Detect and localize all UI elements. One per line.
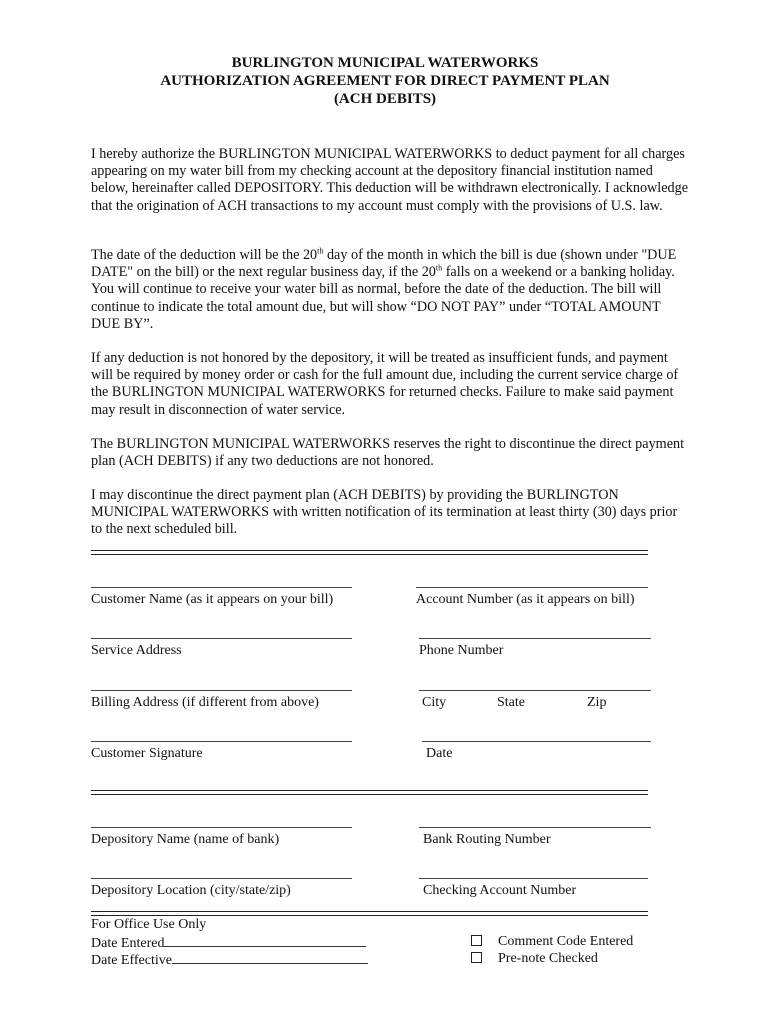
state-label: State	[497, 695, 525, 710]
bank-routing-number-label: Bank Routing Number	[423, 832, 551, 847]
depository-name-line[interactable]	[91, 827, 352, 828]
paragraph-deduction-date	[91, 247, 691, 333]
paragraph-discontinue-notice: I may discontinue the direct payment plan (ACH DEBITS) by providing the BURLINGTON MUNICIPAL WATERWORKS with written notification of its termination at least thirty (30) days prior to the next scheduled bill.	[91, 487, 678, 538]
customer-signature-line[interactable]	[91, 741, 352, 742]
customer-name-line[interactable]	[91, 587, 352, 588]
city-state-zip-line[interactable]	[419, 690, 651, 691]
paragraph-dishonored-deduction: If any deduction is not honored by the depository, it will be treated as insufficient funds, and payment will be required by money order or cash for the full amount due, including the current service charge of the BURLINGTON MUNICIPAL WATERWORKS for returned checks. Failure to make said payment may result in disconnection of water service.	[91, 350, 679, 418]
depository-location-line[interactable]	[91, 878, 352, 879]
title-line-3: (ACH DEBITS)	[333, 91, 437, 107]
account-number-label: Account Number (as it appears on bill)	[416, 592, 635, 607]
customer-signature-label: Customer Signature	[91, 746, 203, 761]
billing-address-line[interactable]	[91, 690, 352, 691]
comment-code-checkbox[interactable]	[471, 935, 482, 946]
office-use-heading: For Office Use Only	[91, 917, 207, 932]
paragraph-discontinue-right: The BURLINGTON MUNICIPAL WATERWORKS reserves the right to discontinue the direct payment plan (ACH DEBITS) if any two deductions are not honored.	[91, 436, 685, 470]
section-divider-2	[91, 790, 648, 795]
zip-label: Zip	[587, 695, 607, 710]
account-number-line[interactable]	[416, 587, 648, 588]
p2-text-a: The date of the deduction will be the 20	[91, 247, 318, 263]
phone-number-label: Phone Number	[419, 643, 504, 658]
checking-account-number-label: Checking Account Number	[423, 883, 577, 898]
customer-name-label: Customer Name (as it appears on your bill)	[91, 592, 334, 607]
service-address-label: Service Address	[91, 643, 182, 658]
p2-text-b: day of the month in which the bill is due (shown under "DUE DATE" on the bill) or the next regular business day, if the 20	[91, 247, 677, 281]
date-label: Date	[426, 746, 453, 761]
prenote-checked-label: Pre-note Checked	[498, 951, 598, 966]
date-line[interactable]	[422, 741, 651, 742]
comment-code-entered-label: Comment Code Entered	[498, 934, 634, 949]
date-effective-row	[91, 950, 368, 969]
p2-sup-1: th	[317, 246, 324, 256]
date-effective-line[interactable]	[172, 950, 368, 964]
bank-routing-number-line[interactable]	[419, 827, 651, 828]
prenote-checkbox[interactable]	[471, 952, 482, 963]
title-line-1: BURLINGTON MUNICIPAL WATERWORKS	[231, 55, 539, 71]
city-label: City	[422, 695, 447, 710]
p2-sup-2: th	[435, 263, 443, 273]
date-entered-label: Date Entered	[91, 936, 165, 951]
phone-number-line[interactable]	[419, 638, 651, 639]
depository-location-label: Depository Location (city/state/zip)	[91, 883, 291, 898]
title-line-2: AUTHORIZATION AGREEMENT FOR DIRECT PAYMENT PLAN	[160, 73, 610, 89]
date-entered-line[interactable]	[164, 933, 366, 947]
depository-name-label: Depository Name (name of bank)	[91, 832, 280, 847]
checking-account-number-line[interactable]	[419, 878, 648, 879]
billing-address-label: Billing Address (if different from above)	[91, 695, 319, 710]
section-divider-1	[91, 550, 648, 555]
date-effective-label: Date Effective	[91, 953, 172, 968]
service-address-line[interactable]	[91, 638, 352, 639]
p2-text-c: falls on a weekend or a banking holiday. You will continue to receive your water bill as normal, before the date of the deduction. The bill will continue to indicate the total amount due, but will show “DO NOT PAY” under “TOTAL AMOUNT DUE BY”.	[91, 264, 675, 332]
paragraph-authorization: I hereby authorize the BURLINGTON MUNICIPAL WATERWORKS to deduct payment for all charges appearing on my water bill from my checking account at the depository financial institution named below, hereinafter called DEPOSITORY. This deduction will be withdrawn electronically. I acknowledge that the origination of ACH transactions to my account must comply with the provisions of U.S. law.	[91, 146, 689, 214]
